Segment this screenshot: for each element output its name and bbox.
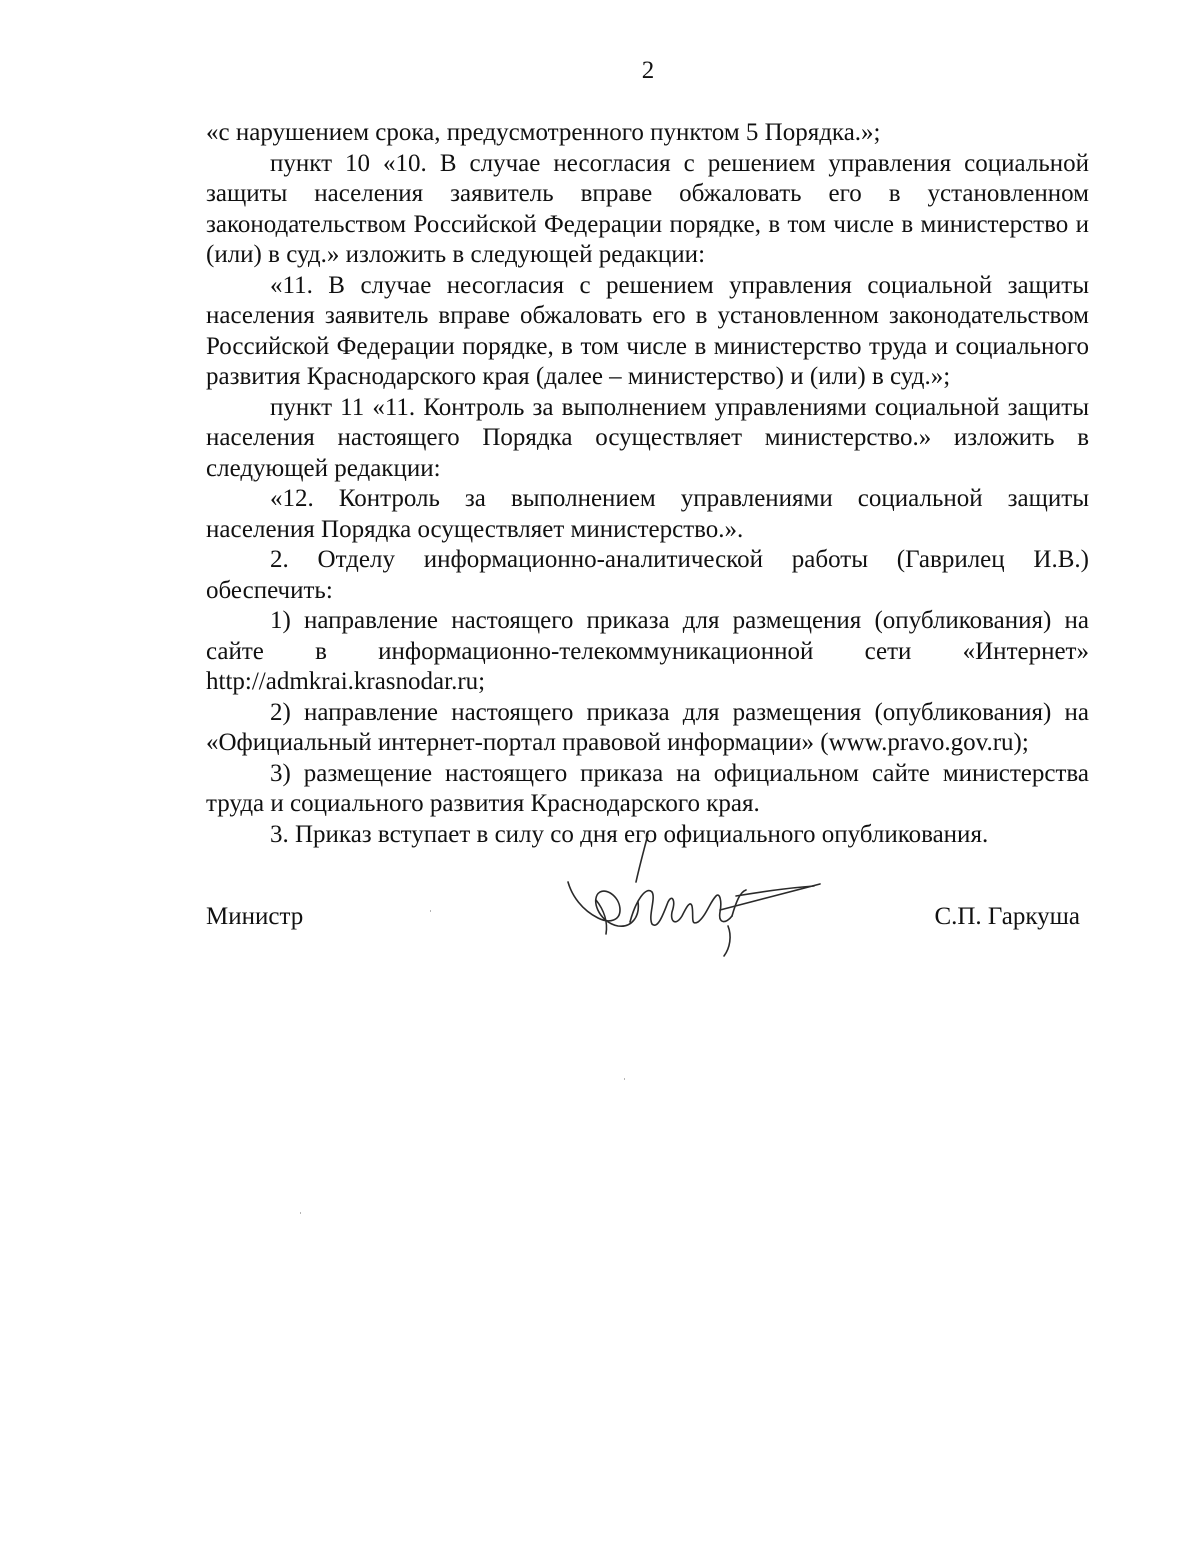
signer-role: Министр — [206, 903, 304, 930]
signer-name: С.П. Гаркуша — [934, 903, 1080, 930]
scan-speck — [300, 1212, 301, 1214]
handwritten-signature — [560, 830, 830, 970]
paragraph-subitem-3: 3) размещение настоящего приказа на официальном сайте министерства труда и социального развития Краснодарского края. — [206, 759, 1089, 817]
paragraph-new-point-12: «12. Контроль за выполнением управлениями социальной защиты населения Порядка осуществляет министерство.». — [206, 485, 1089, 543]
paragraph-subitem-1: 1) направление настоящего приказа для размещения (опубликования) на сайте в информационно-телекоммуникационной сети «Интернет» http://admkrai.krasnodar.ru; — [206, 607, 1089, 695]
paragraph-new-point-11: «11. В случае несогласия с решением управления социальной защиты населения заявитель вправе обжаловать его в установленном законодательством Российской Федерации порядке, в том числе в министерство труда и социального развития Краснодарского края (далее – министерство) и (или) в суд.»; — [206, 271, 1089, 390]
paragraph-amendment-point-10: пункт 10 «10. В случае несогласия с решением управления социальной защиты населения заявитель вправе обжаловать его в установленном законодательством Российской Федерации порядке, в том числе в министерство и (или) в суд.» изложить в следующей редакции: — [206, 149, 1089, 268]
scan-speck — [624, 1078, 625, 1080]
scan-speck — [430, 910, 431, 912]
paragraph-item-2: 2. Отделу информационно-аналитической работы (Гаврилец И.В.) обеспечить: — [206, 546, 1089, 604]
document-body — [206, 118, 1089, 850]
paragraph-amendment-point-11: пункт 11 «11. Контроль за выполнением управлениями социальной защиты населения настоящего Порядка осуществляет министерство.» изложить в следующей редакции: — [206, 393, 1089, 482]
paragraph-subitem-2: 2) направление настоящего приказа для размещения (опубликования) на «Официальный интернет-портал правовой информации» (www.pravo.gov.ru); — [206, 698, 1089, 756]
page-number: 2 — [641, 57, 655, 84]
paragraph-continuation: «с нарушением срока, предусмотренного пунктом 5 Порядка.»; — [206, 119, 881, 146]
paragraph-item-3: 3. Приказ вступает в силу со дня его официального опубликования. — [270, 820, 989, 848]
